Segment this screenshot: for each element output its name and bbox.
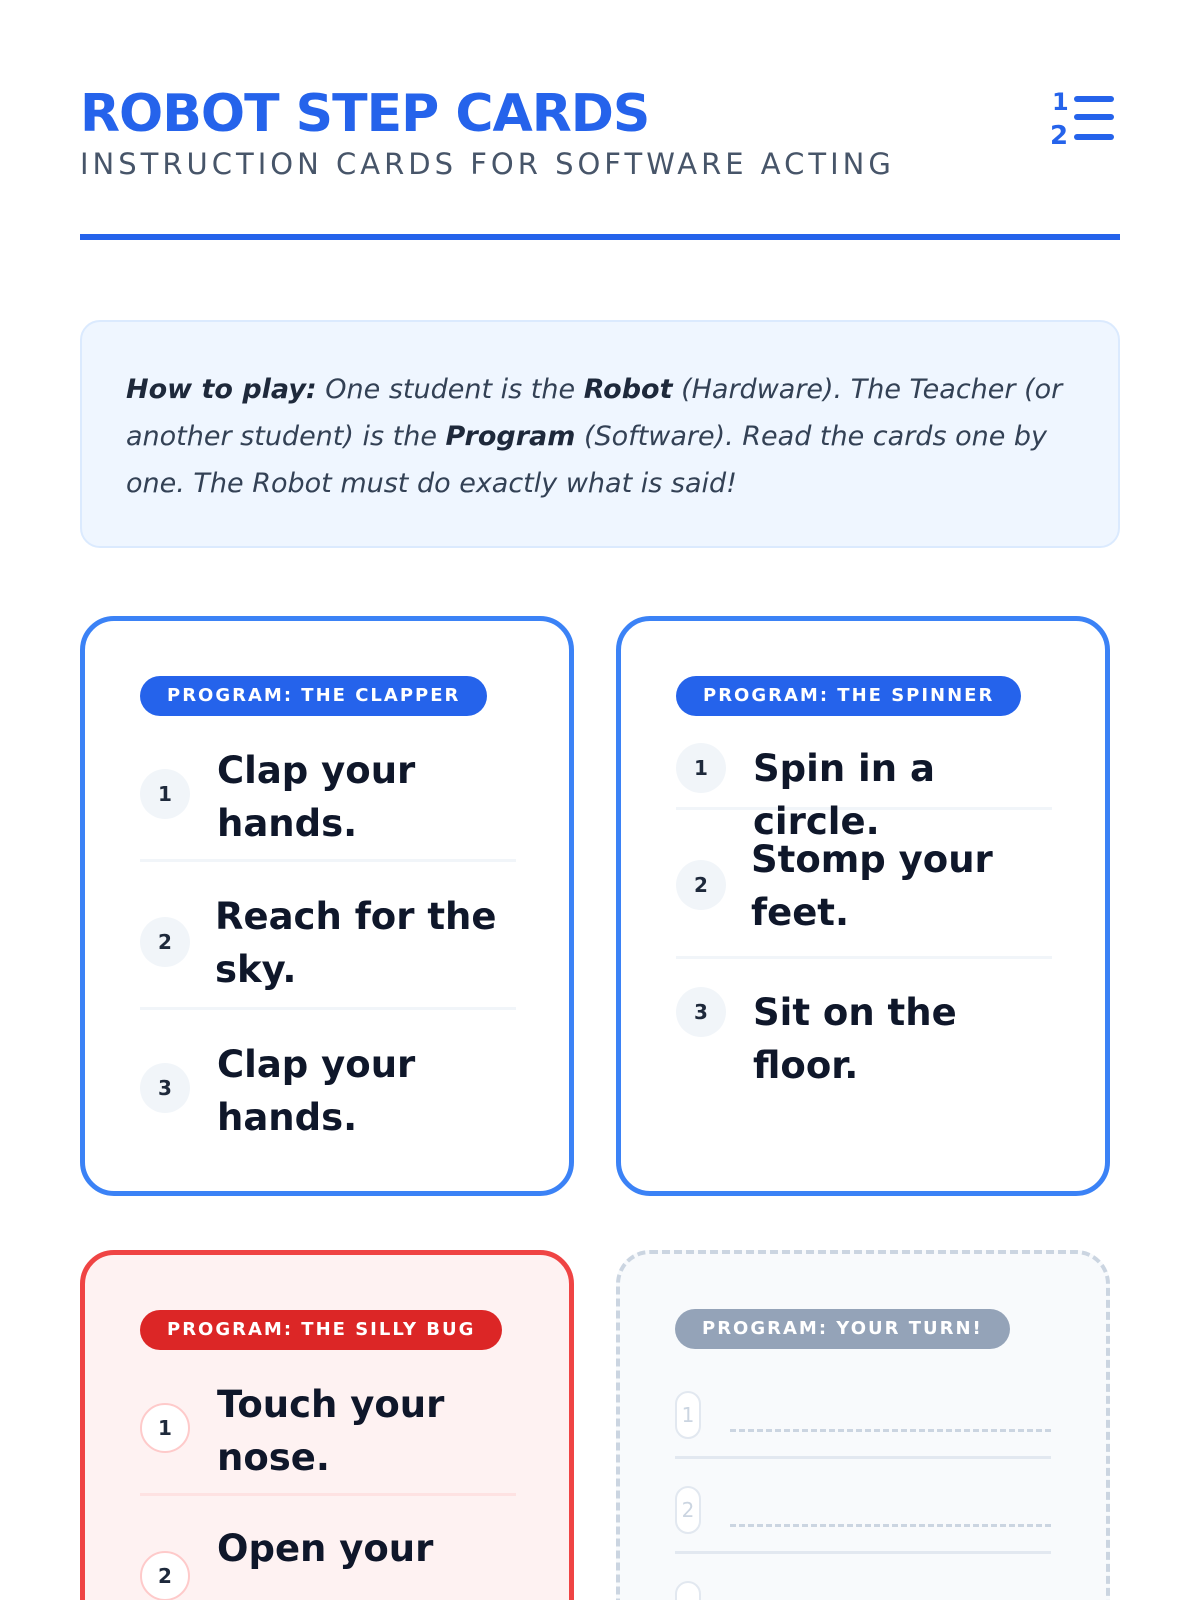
step-text: Open your [217,1527,434,1570]
page-title: ROBOT STEP CARDS [80,84,650,144]
step-text: Stomp your feet. [751,838,993,934]
step-number: 1 [675,1391,701,1439]
step-row [140,1368,516,1496]
step-number: 2 [140,917,190,967]
step-row [676,734,1052,843]
step-text: Reach for the sky. [215,895,497,991]
step-number: 3 [676,987,726,1037]
write-in-line [730,1429,1051,1432]
step-number [675,1581,701,1600]
step-row [676,813,1052,959]
svg-text:2: 2 [1050,121,1069,150]
step-text: Clap your hands. [217,1043,416,1139]
step-text: Clap your hands. [217,749,416,845]
how-to-text-part: One student is the [316,374,584,405]
write-in-line [730,1524,1051,1527]
step-row [676,962,1052,1087]
step-number: 1 [676,743,726,793]
step-row [140,1499,516,1600]
step-text: Spin in a circle. [753,747,935,843]
header-divider [80,234,1120,240]
how-to-play-label: How to play: [126,374,317,405]
blank-step-row [675,1557,1051,1600]
step-text: Touch your nose. [217,1383,445,1479]
step-number: 1 [140,769,190,819]
program-card-silly-bug [80,1250,574,1600]
program-badge: PROGRAM: YOUR TURN! [675,1309,1010,1349]
step-number: 2 [675,1486,701,1534]
program-badge: PROGRAM: THE SPINNER [676,676,1021,716]
step-row [140,734,516,862]
step-row [140,1013,516,1153]
how-to-play-box [80,320,1120,548]
svg-text:1: 1 [1052,88,1069,116]
step-number: 2 [140,1551,190,1600]
robot-term: Robot [583,374,673,405]
how-to-play-text [126,366,1076,507]
program-badge: PROGRAM: THE CLAPPER [140,676,487,716]
step-number: 1 [140,1403,190,1453]
blank-step-row [675,1367,1051,1459]
step-number: 3 [140,1063,190,1113]
program-card-clapper [80,616,574,1196]
step-text: Sit on the floor. [753,991,957,1087]
program-term: Program [445,421,576,452]
how-to-text-part: (Software). Read the cards one by one. The Robot must do exactly what is said! [126,421,1048,499]
how-to-text-part: (Hardware). The Teacher (or another student) is the [126,374,1063,452]
blank-step-row [675,1462,1051,1554]
step-number: 2 [676,860,726,910]
page-header [80,84,1120,244]
step-row [140,865,516,1010]
page-subtitle: INSTRUCTION CARDS FOR SOFTWARE ACTING [80,147,895,181]
numbered-list-icon [1048,88,1118,150]
program-card-your-turn [616,1250,1110,1600]
program-card-spinner [616,616,1110,1196]
program-badge: PROGRAM: THE SILLY BUG [140,1310,502,1350]
